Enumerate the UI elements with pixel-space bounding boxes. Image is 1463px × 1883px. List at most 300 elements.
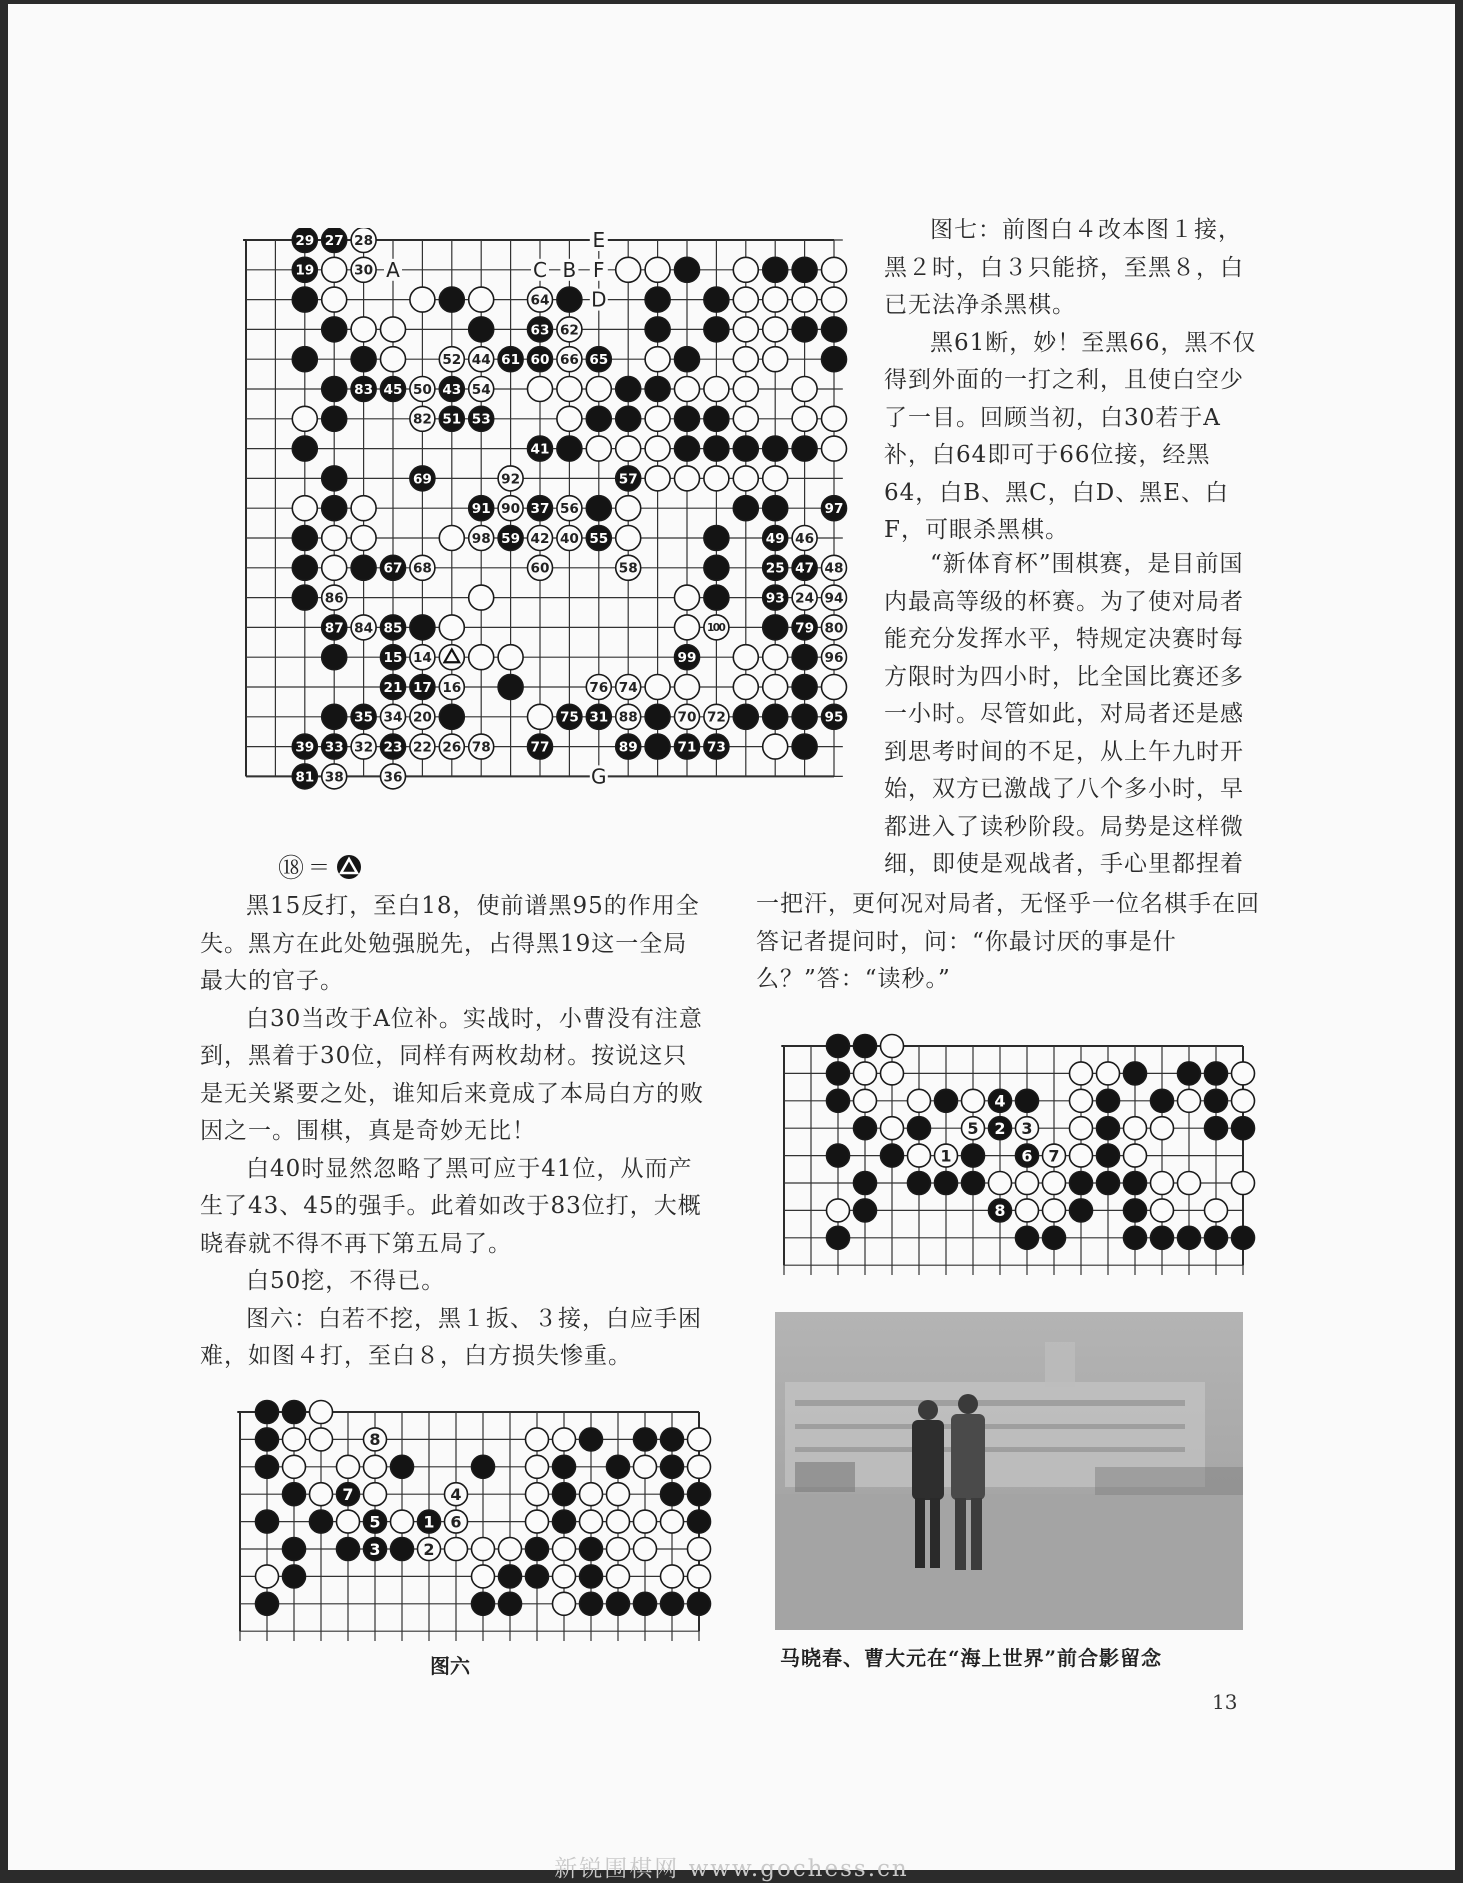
black-stone <box>704 317 729 342</box>
point-letter: B <box>562 257 577 282</box>
white-stone <box>1070 1144 1093 1167</box>
white-stone <box>410 287 435 312</box>
black-stone <box>1097 1117 1120 1140</box>
move-number: 50 <box>412 381 432 398</box>
move-number: 27 <box>324 232 344 249</box>
black-stone <box>962 1144 985 1167</box>
move-number: 74 <box>618 679 638 696</box>
players-photo <box>775 1312 1243 1630</box>
black-stone <box>607 1592 630 1615</box>
move-number: 35 <box>354 709 374 726</box>
move-number: 4 <box>994 1091 1006 1111</box>
move-number: 62 <box>559 322 579 339</box>
left-paragraph-1: 黑15反打，至白18，使前谱黑95的作用全失。黑方在此处勉强脱先，占得黑19这一全局最大的官子。 <box>200 893 700 994</box>
black-stone <box>854 1035 877 1058</box>
white-stone <box>645 257 670 282</box>
move-number: 48 <box>824 560 844 577</box>
move-number: 92 <box>501 471 521 488</box>
black-stone <box>675 406 700 431</box>
move-number: 4 <box>450 1484 462 1504</box>
black-stone <box>553 1483 576 1506</box>
white-stone <box>439 526 464 551</box>
white-stone <box>908 1089 931 1112</box>
white-stone <box>645 466 670 491</box>
white-stone <box>498 645 523 670</box>
black-stone <box>292 347 317 372</box>
white-stone <box>675 585 700 610</box>
move-number: 87 <box>324 620 344 637</box>
black-stone <box>645 287 670 312</box>
black-stone <box>854 1199 877 1222</box>
white-stone <box>469 645 494 670</box>
white-stone <box>607 1510 630 1533</box>
move-number: 53 <box>471 411 491 428</box>
right-paragraph-3-tail <box>756 886 1264 998</box>
move-number: 63 <box>530 322 550 339</box>
black-stone <box>675 436 700 461</box>
right-paragraph-3b: 一把汗，更何况对局者，无怪乎一位名棋手在回答记者提问时，问：“你最讨厌的事是什么？”答：“读秒。” <box>756 891 1260 992</box>
move-number: 8 <box>369 1430 381 1450</box>
black-stone <box>256 1455 279 1478</box>
move-number: 5 <box>967 1118 979 1138</box>
white-stone <box>616 257 641 282</box>
black-stone <box>469 317 494 342</box>
move-number: 52 <box>442 352 462 369</box>
black-stone <box>580 1592 603 1615</box>
white-stone <box>1043 1199 1066 1222</box>
white-stone <box>1124 1144 1147 1167</box>
black-stone <box>1016 1226 1039 1249</box>
move-number: 14 <box>412 650 432 667</box>
white-stone <box>704 377 729 402</box>
move-number: 60 <box>530 352 550 369</box>
move-number: 43 <box>442 381 462 398</box>
move-number: 73 <box>706 739 726 756</box>
move-number: 54 <box>471 381 491 398</box>
move-number: 6 <box>1021 1146 1033 1166</box>
black-stone <box>1151 1226 1174 1249</box>
black-stone <box>557 287 582 312</box>
move-number: 28 <box>354 232 374 249</box>
white-stone <box>661 1565 684 1588</box>
white-stone <box>1205 1199 1228 1222</box>
move-number: 90 <box>501 501 521 518</box>
black-stone <box>256 1510 279 1533</box>
white-stone <box>322 257 347 282</box>
move-number: 84 <box>354 620 374 637</box>
white-stone <box>962 1089 985 1112</box>
point-letter: G <box>591 764 607 789</box>
white-stone <box>381 347 406 372</box>
move-number: 44 <box>471 352 491 369</box>
black-stone <box>283 1538 306 1561</box>
move-number: 78 <box>471 739 491 756</box>
footer-watermark: 新锐围棋网 www.gochess.cn <box>554 1856 909 1882</box>
black-stone <box>792 675 817 700</box>
black-stone <box>1151 1089 1174 1112</box>
black-stone <box>792 257 817 282</box>
black-stone <box>792 317 817 342</box>
black-stone <box>661 1455 684 1478</box>
figure-6-diagram <box>234 1396 724 1641</box>
point-letter: C <box>533 257 547 282</box>
black-stone <box>1178 1062 1201 1085</box>
move-number: 7 <box>1048 1146 1060 1166</box>
move-number: 38 <box>324 769 344 786</box>
white-stone <box>989 1172 1012 1195</box>
move-number: 91 <box>471 501 491 518</box>
move-number: 32 <box>354 739 374 756</box>
move-number: 69 <box>412 471 432 488</box>
black-stone <box>580 1565 603 1588</box>
black-stone <box>256 1592 279 1615</box>
black-stone <box>827 1226 850 1249</box>
move-number: 7 <box>342 1484 354 1504</box>
black-stone <box>827 1062 850 1085</box>
black-stone <box>792 436 817 461</box>
black-stone <box>645 704 670 729</box>
move-number: 82 <box>412 411 432 428</box>
black-stone <box>645 734 670 759</box>
move-number: 49 <box>765 530 785 547</box>
move-number: 47 <box>795 560 815 577</box>
white-stone <box>553 1565 576 1588</box>
move-number: 19 <box>295 262 315 279</box>
white-stone <box>688 1538 711 1561</box>
black-stone <box>935 1089 958 1112</box>
move-number: 1 <box>423 1512 435 1532</box>
black-stone <box>472 1455 495 1478</box>
left-paragraph-2: 白30当改于A位补。实战时，小曹没有注意到，黑着于30位，同样有两枚劫材。按说这只是无关紧要之处，谁知后来竟成了本局白方的败因之一。围棋，真是奇妙无比！ <box>200 1005 704 1144</box>
white-stone <box>364 1455 387 1478</box>
black-stone <box>322 496 347 521</box>
move-number: 96 <box>824 650 844 667</box>
black-stone <box>1232 1226 1255 1249</box>
white-stone <box>310 1483 333 1506</box>
move-number: 1 <box>940 1146 952 1166</box>
black-stone <box>283 1483 306 1506</box>
move-number: 45 <box>383 381 403 398</box>
photo-caption: 马晓春、曹大元在“海上世界”前合影留念 <box>780 1646 1163 1670</box>
white-stone <box>733 675 758 700</box>
move-number: 95 <box>824 709 844 726</box>
white-stone <box>763 317 788 342</box>
left-column-text <box>200 888 710 1376</box>
white-stone <box>616 526 641 551</box>
right-paragraph-3a: “新体育杯”围棋赛，是目前国内最高等级的杯赛。为了使对局者能充分发挥水平，特规定决赛时每方限时为四小时，比全国比赛还多一小时。尽管如此，对局者还是感到思考时间的不足，从上午九时开始，双方已激战了八个多小时，早都进入了读秒阶段。局势是这样微细，即使是观战者，手心里都捏着 <box>884 551 1244 877</box>
move-number: 3 <box>369 1539 381 1559</box>
black-stone <box>351 555 376 580</box>
white-stone <box>616 496 641 521</box>
white-stone <box>351 317 376 342</box>
black-stone <box>733 496 758 521</box>
black-stone <box>580 1428 603 1451</box>
white-stone <box>616 436 641 461</box>
white-stone <box>634 1455 657 1478</box>
move-number: 79 <box>795 620 815 637</box>
black-stone <box>586 496 611 521</box>
white-stone <box>292 406 317 431</box>
black-stone <box>322 704 347 729</box>
move-number: 67 <box>383 560 403 577</box>
white-stone <box>733 645 758 670</box>
white-stone <box>1043 1172 1066 1195</box>
white-stone <box>645 406 670 431</box>
black-stone <box>854 1117 877 1140</box>
white-stone <box>634 1538 657 1561</box>
white-stone <box>322 526 347 551</box>
black-stone <box>322 406 347 431</box>
move-number: 81 <box>295 769 315 786</box>
white-stone <box>827 1199 850 1222</box>
move-number: 98 <box>471 530 491 547</box>
white-stone <box>675 615 700 640</box>
white-stone <box>908 1144 931 1167</box>
move-number: 36 <box>383 769 403 786</box>
black-stone <box>733 436 758 461</box>
black-stone <box>391 1455 414 1478</box>
black-stone <box>292 585 317 610</box>
white-stone <box>675 675 700 700</box>
black-stone <box>322 466 347 491</box>
move-number: 42 <box>530 530 550 547</box>
white-stone <box>337 1510 360 1533</box>
white-stone <box>822 406 847 431</box>
point-letter: D <box>591 287 607 312</box>
white-stone <box>1124 1117 1147 1140</box>
black-stone <box>704 287 729 312</box>
move-number: 26 <box>442 739 462 756</box>
white-stone <box>1016 1172 1039 1195</box>
black-stone <box>661 1592 684 1615</box>
white-stone <box>472 1565 495 1588</box>
move-number: 2 <box>994 1118 1006 1138</box>
photo-image <box>775 1312 1243 1630</box>
black-stone <box>322 317 347 342</box>
black-stone <box>854 1172 877 1195</box>
black-stone <box>688 1483 711 1506</box>
white-stone <box>881 1117 904 1140</box>
move-number: 15 <box>383 650 403 667</box>
move-number: 86 <box>324 590 344 607</box>
black-stone <box>557 436 582 461</box>
left-paragraph-3: 白40时显然忽略了黑可应于41位，从而产生了43、45的强手。此着如改于83位打，大概晓春就不得不再下第五局了。 <box>200 1155 702 1257</box>
move-number: 94 <box>824 590 844 607</box>
figure-6-caption: 图六 <box>430 1654 470 1678</box>
white-stone <box>733 347 758 372</box>
white-stone <box>1232 1089 1255 1112</box>
black-stone <box>763 257 788 282</box>
white-stone <box>763 734 788 759</box>
black-stone <box>704 436 729 461</box>
white-stone <box>528 704 553 729</box>
move-number: 60 <box>530 560 550 577</box>
move-number: 71 <box>677 739 697 756</box>
white-stone <box>763 347 788 372</box>
move-number: 37 <box>530 501 550 518</box>
black-stone <box>733 704 758 729</box>
move-number: 30 <box>354 262 374 279</box>
white-stone <box>792 287 817 312</box>
black-stone <box>337 1538 360 1561</box>
black-stone <box>410 615 435 640</box>
black-stone <box>292 526 317 551</box>
white-stone <box>634 1510 657 1533</box>
black-stone <box>439 287 464 312</box>
white-stone <box>675 466 700 491</box>
move-number: 56 <box>559 501 579 518</box>
white-stone <box>607 1483 630 1506</box>
white-stone <box>822 675 847 700</box>
right-paragraph-2: 黑61断，妙！至黑66，黑不仅得到外面的一打之利，且使白空少了一目。回顾当初，白30若于A补，白64即可于66位接，经黑64，白B、黑C，白D、黑E、白F，可眼杀黑棋。 <box>884 329 1257 543</box>
black-stone <box>661 1483 684 1506</box>
white-stone <box>1070 1117 1093 1140</box>
black-stone <box>322 645 347 670</box>
move-number: 85 <box>383 620 403 637</box>
black-stone <box>1097 1144 1120 1167</box>
black-stone <box>634 1592 657 1615</box>
white-stone <box>822 257 847 282</box>
black-stone <box>1205 1062 1228 1085</box>
move-number: 34 <box>383 709 403 726</box>
move-number: 33 <box>324 739 344 756</box>
move-number: 31 <box>589 709 609 726</box>
move-number: 57 <box>618 471 638 488</box>
white-stone <box>580 1483 603 1506</box>
point-letter: E <box>592 228 606 252</box>
white-stone <box>1232 1172 1255 1195</box>
white-stone <box>645 675 670 700</box>
black-stone <box>675 347 700 372</box>
white-stone <box>472 1538 495 1561</box>
black-stone <box>688 1592 711 1615</box>
white-stone <box>526 1455 549 1478</box>
white-stone <box>586 377 611 402</box>
white-stone <box>310 1401 333 1424</box>
white-stone <box>1232 1062 1255 1085</box>
white-stone <box>526 1428 549 1451</box>
move-number: 64 <box>530 292 550 309</box>
move-number: 80 <box>824 620 844 637</box>
move-number: 58 <box>618 560 638 577</box>
white-stone <box>854 1062 877 1085</box>
white-stone <box>553 1538 576 1561</box>
black-stone <box>822 317 847 342</box>
right-paragraph-1: 图七：前图白４改本图１接，黑２时，白３只能挤，至黑８，白已无法净杀黑棋。 <box>884 217 1244 318</box>
black-stone <box>472 1592 495 1615</box>
black-stone <box>283 1565 306 1588</box>
move-number: 66 <box>559 352 579 369</box>
move-number: 41 <box>530 441 550 458</box>
white-stone <box>322 555 347 580</box>
black-stone <box>256 1401 279 1424</box>
white-stone <box>586 436 611 461</box>
black-stone <box>827 1089 850 1112</box>
black-stone <box>439 704 464 729</box>
black-stone <box>498 675 523 700</box>
black-stone <box>616 406 641 431</box>
black-stone <box>962 1172 985 1195</box>
white-stone <box>526 1483 549 1506</box>
black-stone <box>1205 1226 1228 1249</box>
move-number: 83 <box>354 381 374 398</box>
white-stone <box>580 1510 603 1533</box>
black-stone <box>1070 1172 1093 1195</box>
move-number: 89 <box>618 739 638 756</box>
move-number: 29 <box>295 232 315 249</box>
black-stone <box>822 347 847 372</box>
white-stone <box>688 1565 711 1588</box>
black-stone <box>792 704 817 729</box>
move-number: 99 <box>677 650 697 667</box>
white-stone <box>528 377 553 402</box>
white-stone <box>445 1538 468 1561</box>
white-stone <box>557 406 582 431</box>
move-number: 23 <box>383 739 403 756</box>
move-number: 93 <box>765 590 785 607</box>
main-diagram-legend <box>278 848 364 885</box>
black-stone <box>1070 1199 1093 1222</box>
move-number: 17 <box>412 679 432 696</box>
white-stone <box>310 1428 333 1451</box>
white-stone <box>607 1538 630 1561</box>
left-paragraph-5: 图六：白若不挖，黑１扳、３接，白应手困难，如图４打，至白８，白方损失惨重。 <box>200 1305 702 1369</box>
black-stone <box>1124 1199 1147 1222</box>
move-number: 3 <box>1021 1118 1033 1138</box>
black-stone <box>827 1144 850 1167</box>
white-stone <box>439 615 464 640</box>
black-stone <box>292 555 317 580</box>
white-stone <box>763 645 788 670</box>
black-stone <box>310 1510 333 1533</box>
move-number: 70 <box>677 709 697 726</box>
black-stone <box>763 704 788 729</box>
move-number: 100 <box>707 622 726 635</box>
black-stone <box>688 1510 711 1533</box>
white-stone <box>881 1062 904 1085</box>
white-stone <box>553 1592 576 1615</box>
white-stone <box>1151 1199 1174 1222</box>
move-number: 8 <box>994 1201 1006 1221</box>
white-stone <box>733 287 758 312</box>
white-stone <box>322 287 347 312</box>
black-stone <box>1232 1117 1255 1140</box>
black-stone <box>526 1538 549 1561</box>
move-number: 20 <box>412 709 432 726</box>
black-stone <box>763 496 788 521</box>
white-stone <box>1151 1172 1174 1195</box>
black-stone <box>292 436 317 461</box>
triangle-stone-icon <box>334 852 364 882</box>
move-number: 72 <box>706 709 726 726</box>
move-number: 65 <box>589 352 609 369</box>
white-stone <box>499 1538 522 1561</box>
black-stone <box>499 1592 522 1615</box>
black-stone <box>526 1565 549 1588</box>
black-stone <box>763 436 788 461</box>
black-stone <box>792 734 817 759</box>
move-number: 40 <box>559 530 579 547</box>
black-stone <box>827 1035 850 1058</box>
main-game-diagram <box>240 228 880 864</box>
right-continued-text <box>884 546 1264 890</box>
black-stone <box>1097 1172 1120 1195</box>
black-stone <box>935 1172 958 1195</box>
white-stone <box>283 1428 306 1451</box>
move-number: 51 <box>442 411 462 428</box>
white-stone <box>733 466 758 491</box>
black-stone <box>1124 1062 1147 1085</box>
